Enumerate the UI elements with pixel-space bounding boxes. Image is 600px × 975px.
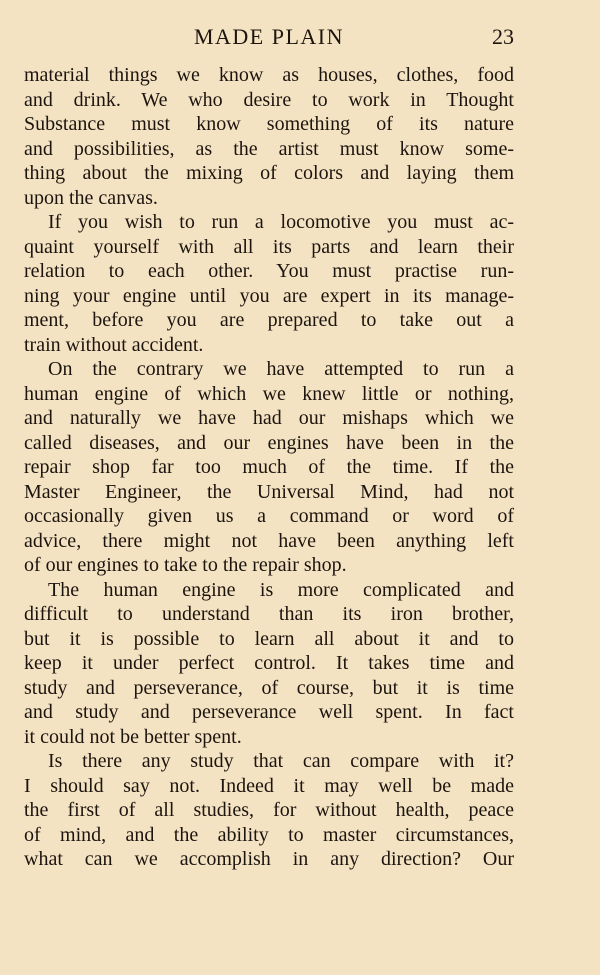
text-line: material things we know as houses, clothes, food: [24, 64, 514, 86]
text-line: Master Engineer, the Universal Mind, had not: [24, 480, 514, 503]
text-line: difficult to understand than its iron brother,: [24, 603, 514, 625]
text-line: of mind, and the ability to master circumstances,: [24, 823, 514, 846]
page-header: [24, 24, 514, 54]
text-line: ning your engine until you are expert in its manage-: [24, 284, 514, 307]
text-line: and possibilities, as the artist must know some-: [24, 137, 514, 160]
text-line: On the contrary we have attempted to run a: [48, 358, 514, 380]
text-line: human engine of which we knew little or nothing,: [24, 382, 514, 405]
text-line: what can we accomplish in any direction? Our: [24, 848, 514, 870]
page-number: 23: [492, 24, 514, 49]
text-line: of our engines to take to the repair shop.: [24, 554, 347, 576]
text-line: and study and perseverance well spent. In fact: [24, 701, 514, 723]
text-line: The human engine is more complicated and: [48, 578, 514, 601]
text-line: train without accident.: [24, 333, 204, 356]
text-line: relation to each other. You must practise run-: [24, 260, 514, 282]
body-text: [24, 63, 514, 872]
text-line: If you wish to run a locomotive you must ac-: [48, 211, 514, 233]
text-line: and naturally we have had our mishaps which we: [24, 407, 514, 429]
text-line: repair shop far too much of the time. If the: [24, 456, 514, 478]
text-line: Substance must know something of its nature: [24, 113, 514, 135]
text-line: keep it under perfect control. It takes time and: [24, 652, 514, 674]
text-line: upon the canvas.: [24, 186, 158, 209]
text-line: Is there any study that can compare with it?: [48, 750, 514, 772]
running-head: MADE PLAIN: [193, 24, 345, 49]
text-line: occasionally given us a command or word of: [24, 505, 514, 527]
text-line: it could not be better spent.: [24, 725, 242, 748]
text-line: but it is possible to learn all about it and to: [24, 627, 514, 650]
text-line: advice, there might not have been anything left: [24, 529, 514, 552]
text-line: called diseases, and our engines have been in the: [24, 431, 514, 454]
text-line: and drink. We who desire to work in Thought: [24, 88, 514, 111]
text-line: study and perseverance, of course, but it is time: [24, 676, 514, 699]
text-line: thing about the mixing of colors and laying them: [24, 162, 514, 184]
text-line: quaint yourself with all its parts and learn their: [24, 235, 514, 258]
text-line: I should say not. Indeed it may well be made: [24, 774, 514, 797]
text-line: ment, before you are prepared to take out a: [24, 309, 514, 331]
text-line: the first of all studies, for without health, peace: [24, 799, 514, 821]
